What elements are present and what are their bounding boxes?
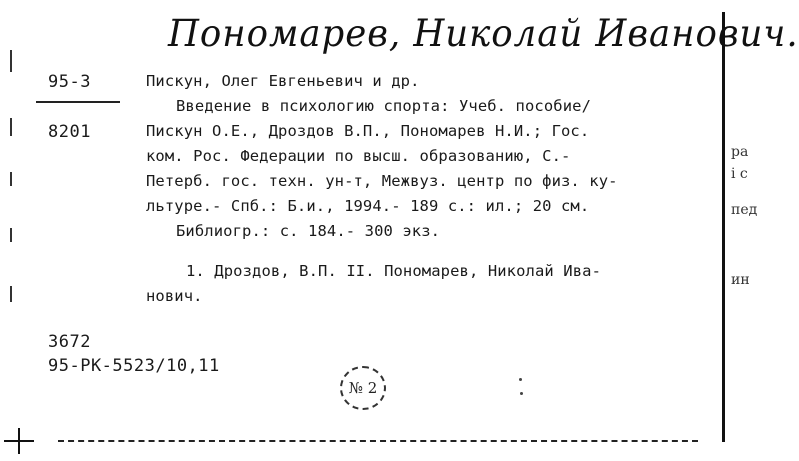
left-margin-mark [10, 118, 12, 136]
description-line: ком. Рос. Федерации по высш. образованию, С.- [146, 147, 571, 165]
stamp-text: № 2 [348, 379, 378, 397]
bottom-dashed-rule [58, 440, 698, 442]
inventory-number: 3672 [48, 332, 91, 352]
author-number: 8201 [48, 122, 91, 142]
left-margin-mark [10, 50, 12, 72]
left-margin-mark [10, 228, 12, 242]
title-line: Введение в психологию спорта: Учеб. пособие/ [176, 97, 591, 115]
shelf-code-underline [36, 101, 120, 103]
adjacent-card-fragment: ин [731, 272, 750, 288]
tracing-line: нович. [146, 287, 203, 305]
main-entry-line: Пискун, Олег Евгеньевич и др. [146, 72, 420, 90]
description-line: Петерб. гос. техн. ун-т, Межвуз. центр по физ. ку- [146, 172, 618, 190]
registration-code: 95-РК-5523/10,11 [48, 356, 220, 376]
adjacent-card-fragment: ра [731, 144, 749, 160]
adjacent-card-fragment: і с [731, 166, 748, 182]
tracing-line: 1. Дроздов, В.П. II. Пономарев, Николай Ива- [186, 262, 601, 280]
imprint-line: льтуре.- Спб.: Б.и., 1994.- 189 с.: ил.; 20 см. [146, 197, 590, 215]
adjacent-card-fragment: пед [731, 202, 758, 218]
speck [519, 378, 522, 381]
description-line: Пискун О.Е., Дроздов В.П., Пономарев Н.И.; Гос. [146, 122, 590, 140]
notes-line: Библиогр.: с. 184.- 300 экз. [176, 222, 441, 240]
handwritten-heading: Пономарев, Николай Иванович. [168, 12, 799, 55]
left-margin-mark [10, 286, 12, 302]
crosshair-mark [18, 428, 20, 454]
card-right-edge [722, 12, 725, 442]
speck [520, 392, 523, 395]
shelf-code: 95-3 [48, 72, 91, 92]
library-stamp [340, 366, 386, 410]
left-margin-mark [10, 172, 12, 186]
